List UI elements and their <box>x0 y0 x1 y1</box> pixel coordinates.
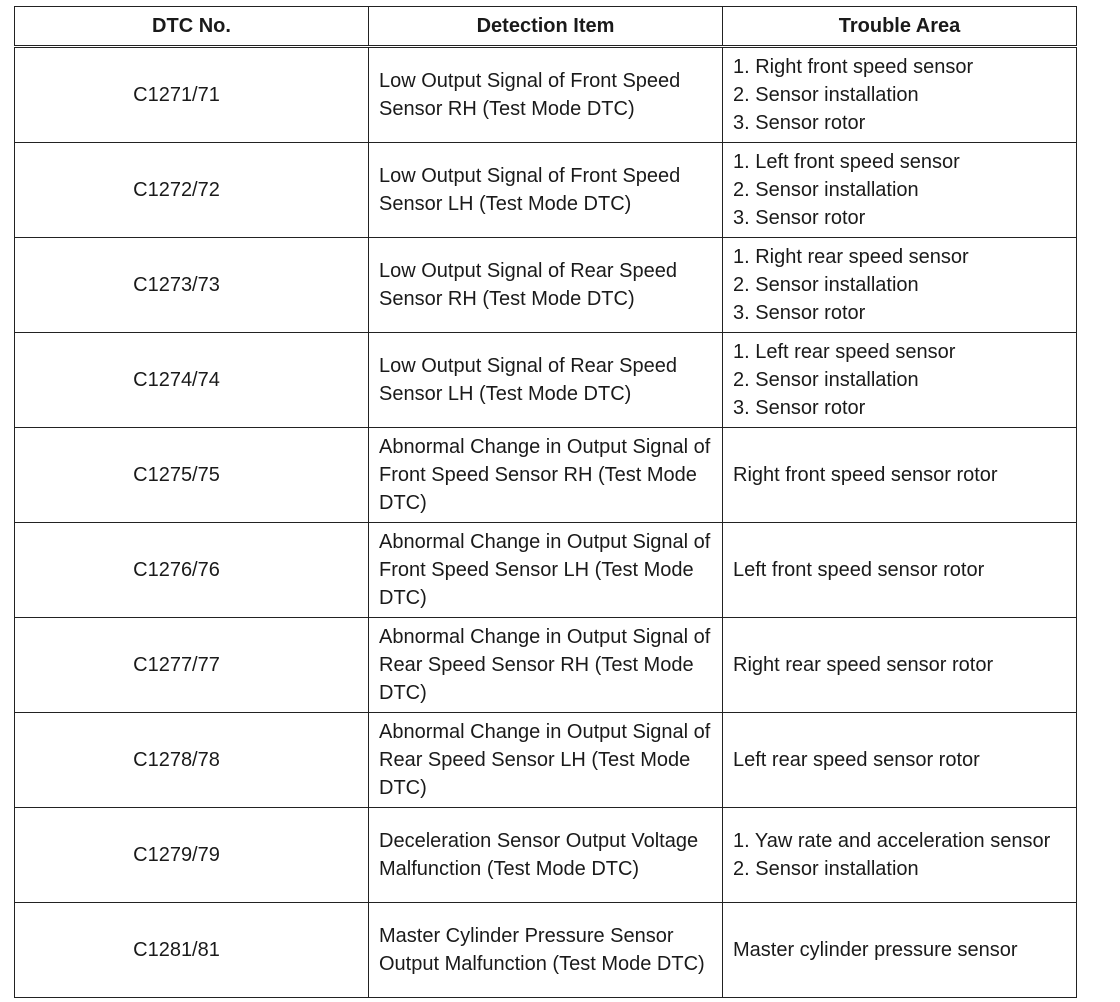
trouble-area-cell <box>723 618 1077 713</box>
dtc-code-cell: C1271/71 <box>15 47 369 143</box>
trouble-area-item: 3. Sensor rotor <box>733 302 866 324</box>
trouble-area-cell <box>723 428 1077 523</box>
trouble-area-item: 1. Right front speed sensor <box>733 56 974 78</box>
dtc-code-cell: C1274/74 <box>15 333 369 428</box>
header-trouble-area: Trouble Area <box>723 7 1077 47</box>
header-detection-item: Detection Item <box>369 7 723 47</box>
table-row <box>15 428 1077 523</box>
dtc-code-cell: C1278/78 <box>15 713 369 808</box>
dtc-code-cell: C1273/73 <box>15 238 369 333</box>
trouble-area-item: 3. Sensor rotor <box>733 397 866 419</box>
trouble-area-item: 2. Sensor installation <box>733 274 919 296</box>
trouble-area-cell <box>723 523 1077 618</box>
trouble-area-item: 2. Sensor installation <box>733 369 919 391</box>
dtc-code-cell: C1276/76 <box>15 523 369 618</box>
detection-item-cell: Low Output Signal of Rear Speed Sensor RH (Test Mode DTC) <box>369 238 723 333</box>
trouble-area-item: Right front speed sensor rotor <box>733 464 998 486</box>
table-row <box>15 808 1077 903</box>
trouble-area-cell <box>723 238 1077 333</box>
table-row <box>15 903 1077 998</box>
dtc-code-cell: C1272/72 <box>15 143 369 238</box>
detection-item-cell: Abnormal Change in Output Signal of Rear Speed Sensor LH (Test Mode DTC) <box>369 713 723 808</box>
trouble-area-cell <box>723 903 1077 998</box>
dtc-code-cell: C1279/79 <box>15 808 369 903</box>
trouble-area-item: Left rear speed sensor rotor <box>733 749 980 771</box>
trouble-area-item: 3. Sensor rotor <box>733 112 866 134</box>
dtc-table <box>14 6 1077 998</box>
dtc-code-cell: C1277/77 <box>15 618 369 713</box>
table-row <box>15 143 1077 238</box>
table-row <box>15 333 1077 428</box>
trouble-area-item: 2. Sensor installation <box>733 858 919 880</box>
trouble-area-cell <box>723 143 1077 238</box>
table-row <box>15 47 1077 143</box>
trouble-area-item: 1. Right rear speed sensor <box>733 246 969 268</box>
trouble-area-item: 2. Sensor installation <box>733 179 919 201</box>
trouble-area-item: 2. Sensor installation <box>733 84 919 106</box>
table-header-row <box>15 7 1077 47</box>
detection-item-cell: Low Output Signal of Rear Speed Sensor LH (Test Mode DTC) <box>369 333 723 428</box>
table-row <box>15 238 1077 333</box>
trouble-area-cell <box>723 713 1077 808</box>
table-row <box>15 523 1077 618</box>
detection-item-cell: Low Output Signal of Front Speed Sensor RH (Test Mode DTC) <box>369 47 723 143</box>
dtc-code-cell: C1275/75 <box>15 428 369 523</box>
detection-item-cell: Abnormal Change in Output Signal of Front Speed Sensor RH (Test Mode DTC) <box>369 428 723 523</box>
trouble-area-item: 1. Yaw rate and acceleration sensor <box>733 830 1051 852</box>
detection-item-cell: Deceleration Sensor Output Voltage Malfunction (Test Mode DTC) <box>369 808 723 903</box>
trouble-area-cell <box>723 333 1077 428</box>
trouble-area-item: 1. Left rear speed sensor <box>733 341 956 363</box>
table-row <box>15 618 1077 713</box>
trouble-area-cell <box>723 808 1077 903</box>
detection-item-cell: Abnormal Change in Output Signal of Rear Speed Sensor RH (Test Mode DTC) <box>369 618 723 713</box>
trouble-area-item: Left front speed sensor rotor <box>733 559 985 581</box>
detection-item-cell: Low Output Signal of Front Speed Sensor LH (Test Mode DTC) <box>369 143 723 238</box>
header-dtc-no: DTC No. <box>15 7 369 47</box>
table-body <box>15 47 1077 998</box>
trouble-area-item: Master cylinder pressure sensor <box>733 939 1018 961</box>
table-row <box>15 713 1077 808</box>
dtc-code-cell: C1281/81 <box>15 903 369 998</box>
detection-item-cell: Master Cylinder Pressure Sensor Output Malfunction (Test Mode DTC) <box>369 903 723 998</box>
trouble-area-item: 3. Sensor rotor <box>733 207 866 229</box>
trouble-area-item: Right rear speed sensor rotor <box>733 654 994 676</box>
trouble-area-item: 1. Left front speed sensor <box>733 151 960 173</box>
detection-item-cell: Abnormal Change in Output Signal of Front Speed Sensor LH (Test Mode DTC) <box>369 523 723 618</box>
trouble-area-cell <box>723 47 1077 143</box>
